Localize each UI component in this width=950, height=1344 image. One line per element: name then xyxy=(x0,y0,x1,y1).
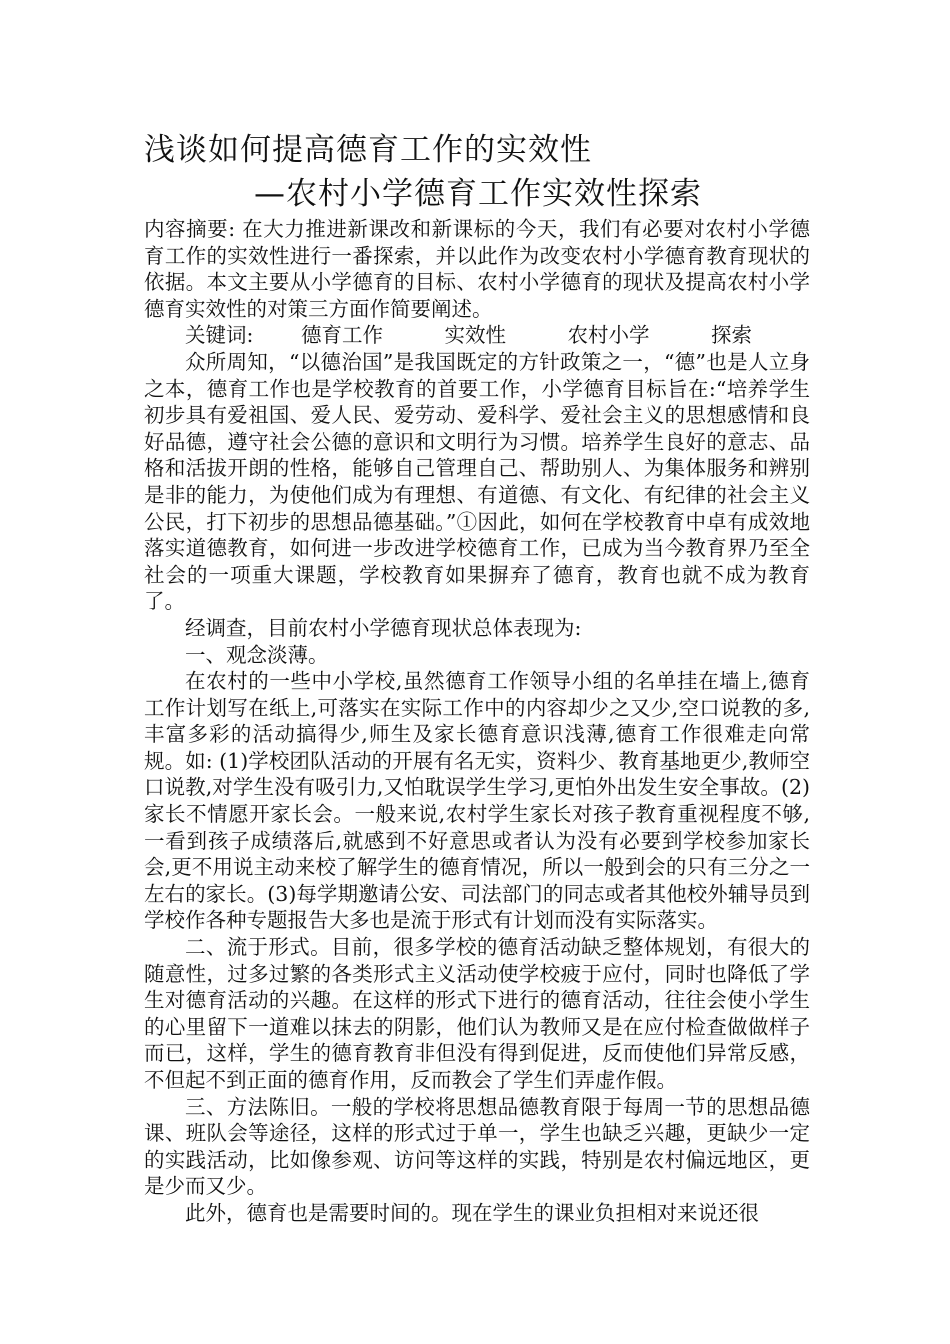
keywords-line xyxy=(144,322,810,349)
keyword-item: 农村小学 xyxy=(567,323,650,348)
document-subtitle: —农村小学德育工作实效性探索 xyxy=(254,176,702,212)
keyword-item: 实效性 xyxy=(444,323,506,348)
body-paragraph: 三、方法陈旧。一般的学校将思想品德教育限于每周一节的思想品德课、班队会等途径，这样的形式过于单一，学生也缺乏兴趣，更缺少一定的实践活动，比如像参观、访问等这样的实践，特别是农村偏远地区，更是少而又少。 xyxy=(144,1094,810,1199)
keywords-label: 关键词: xyxy=(185,323,254,348)
keyword-item: 探索 xyxy=(710,323,752,348)
keyword-item: 德育工作 xyxy=(300,323,383,348)
body-paragraph: 此外，德育也是需要时间的。现在学生的课业负担相对来说还很 xyxy=(185,1200,759,1225)
body-paragraph: 在农村的一些中小学校,虽然德育工作领导小组的名单挂在墙上,德育工作计划写在纸上,可落实在实际工作中的内容却少之又少,空口说教的多,丰富多彩的活动搞得少,师生及家长德育意识浅薄,德育工作很难走向常规。如: (1)学校团队活动的开展有名无实，资料少、教育基地更少,教师空口说教,对学生没有吸引力,又怕耽误学生学习,更怕外出发生安全事故。(2)家长不情愿开家长会。一般来说,农村学生家长对孩子教育重视程度不够,一看到孩子成绩落后,就感到不好意思或者认为没有必要到学校参加家长会,更不用说主动来校了解学生的德育情况，所以一般到会的只有三分之一左右的家长。(3)每学期邀请公安、司法部门的同志或者其他校外辅导员到学校作各种专题报告大多也是流于形式有计划而没有实际落实。 xyxy=(144,669,810,933)
body-paragraph: 众所周知，“以德治国”是我国既定的方针政策之一，“德”也是人立身之本，德育工作也是学校教育的首要工作，小学德育目标旨在:“培养学生初步具有爱祖国、爱人民、爱劳动、爱科学、爱社会主义的思想感情和良好品德，遵守社会公德的意识和文明行为习惯。培养学生良好的意志、品格和活拔开朗的性格，能够自己管理自己、帮助别人、为集体服务和辨别是非的能力，为使他们成为有理想、有道德、有文化、有纪律的社会主义公民，打下初步的思想品德基础。”①因此，如何在学校教育中卓有成效地落实道德教育，如何进一步改进学校德育工作，已成为当今教育界乃至全社会的一项重大课题，学校教育如果摒弃了德育，教育也就不成为教育了。 xyxy=(144,349,810,614)
body-paragraph: 二、流于形式。目前，很多学校的德育活动缺乏整体规划，有很大的随意性，过多过繁的各类形式主义活动使学校疲于应付，同时也降低了学生对德育活动的兴趣。在这样的形式下进行的德育活动，往往会使小学生的心里留下一道难以抹去的阴影，他们认为教师又是在应付检查做做样子而已，这样，学生的德育教育非但没有得到促进，反而使他们异常反感，不但起不到正面的德育作用，反而教会了学生们弄虚作假。 xyxy=(144,935,810,1092)
document-page xyxy=(144,128,810,1227)
section-heading: 一、观念淡薄。 xyxy=(185,642,329,667)
document-title: 浅谈如何提高德育工作的实效性 xyxy=(144,132,592,168)
abstract-paragraph: 内容摘要: 在大力推进新课改和新课标的今天，我们有必要对农村小学德育工作的实效性进行一番探索，并以此作为改变农村小学德育教育现状的依据。本文主要从小学德育的目标、农村小学德育的现状及提高农村小学德育实效性的对策三方面作简要阐述。 xyxy=(144,217,810,321)
body-paragraph: 经调查，目前农村小学德育现状总体表现为: xyxy=(185,615,582,640)
